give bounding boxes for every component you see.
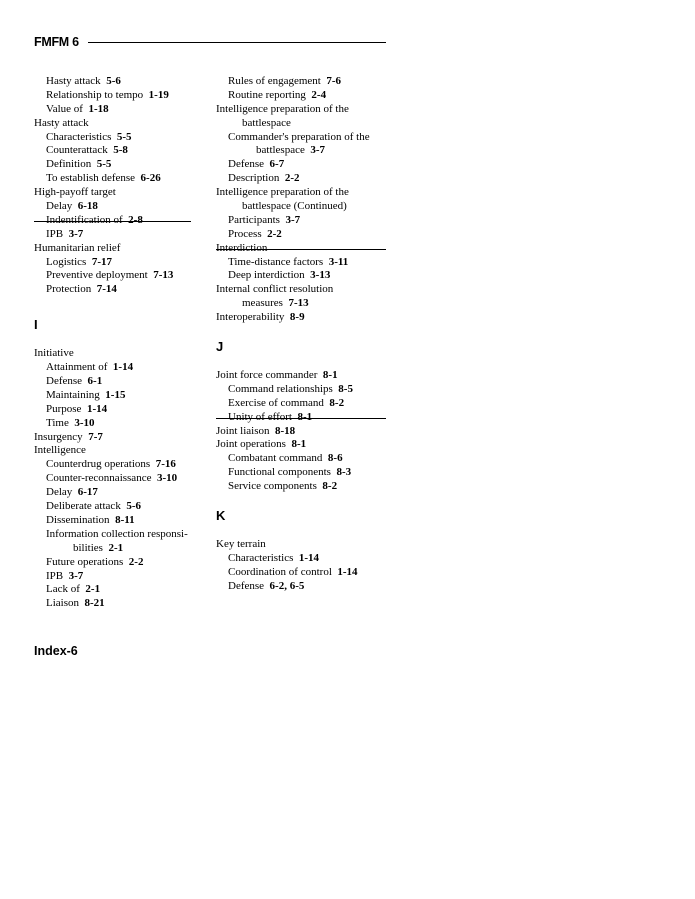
entry-term: bilities (73, 541, 103, 554)
index-subentry (216, 452, 392, 466)
entry-page-ref: 8-18 (274, 424, 296, 437)
entry-term: Exercise of command (228, 396, 324, 409)
entry-term: Commander's preparation of the (228, 130, 370, 143)
index-subentry (34, 228, 210, 242)
entry-term: Characteristics (46, 130, 112, 143)
entry-page-ref: 2-2 (284, 172, 300, 185)
entry-page-ref: 2-1 (108, 541, 124, 554)
index-entry (34, 347, 210, 361)
entry-term: Value of (46, 102, 83, 115)
entry-page-ref: 6-18 (77, 200, 98, 213)
entry-term: Unity of effort (228, 410, 292, 423)
entry-page-ref: 3-10 (156, 472, 178, 485)
section-letter-heading: I (34, 317, 38, 333)
index-subentry (216, 383, 392, 397)
entry-term: Rules of engagement (228, 75, 321, 87)
index-subentry (34, 200, 210, 214)
index-entry (34, 444, 210, 458)
entry-term: Characteristics (228, 551, 294, 564)
entry-term: To establish defense (46, 172, 136, 185)
index-entry (216, 425, 392, 439)
section-spacer (216, 361, 392, 369)
index-subentry (216, 89, 392, 103)
index-subentry (34, 375, 210, 389)
entry-term: Purpose (46, 402, 82, 415)
index-entry (34, 186, 210, 200)
index-subentry (34, 542, 210, 556)
entry-page-ref: 6-7 (269, 158, 285, 171)
entry-page-ref: 8-2 (322, 480, 338, 493)
entry-page-ref: 8-2 (329, 396, 345, 409)
entry-page-ref: 5-8 (113, 144, 128, 157)
entry-term: Counterattack (46, 144, 108, 157)
entry-term: Counterdrug operations (46, 458, 151, 471)
entry-term: Maintaining (46, 388, 100, 401)
entry-page-ref: 8-9 (289, 311, 305, 324)
index-entry (216, 369, 392, 383)
index-entry (34, 117, 210, 131)
index-subentry (34, 103, 210, 117)
index-subentry (34, 75, 210, 89)
entry-page-ref: 3-7 (310, 144, 326, 157)
entry-term: Defense (228, 158, 265, 171)
entry-term: Combatant command (228, 452, 323, 465)
entry-page-ref: 5-6 (126, 500, 141, 513)
entry-term: Counter-reconnaissance (46, 472, 152, 485)
entry-term: Hasty attack (34, 116, 89, 129)
entry-term: Service components (228, 480, 317, 493)
entry-term: Relationship to tempo (46, 88, 144, 101)
index-entry (216, 283, 392, 297)
entry-page-ref: 7-13 (153, 269, 174, 282)
entry-page-ref: 8-1 (291, 438, 307, 451)
index-subentry (34, 131, 210, 145)
entry-page-ref: 1-18 (88, 102, 109, 115)
section-letter-heading: J (216, 339, 224, 355)
entry-term: Deep interdiction (228, 269, 305, 282)
index-subentry (216, 172, 392, 186)
entry-term: Time (46, 416, 69, 429)
index-column-right (216, 75, 392, 594)
entry-term: Protection (46, 283, 92, 296)
entry-page-ref: 2-8 (128, 213, 143, 226)
entry-term: Intelligence preparation of the (216, 186, 349, 199)
entry-page-ref: 5-6 (106, 75, 121, 87)
section-spacer (34, 339, 210, 347)
index-subentry (34, 214, 210, 228)
index-entry (216, 103, 392, 117)
index-subentry (34, 158, 210, 172)
entry-term: Lack of (46, 583, 80, 596)
entry-page-ref: 2-1 (85, 583, 101, 596)
entry-page-ref: 6-26 (140, 172, 161, 185)
index-subentry (34, 89, 210, 103)
entry-page-ref: 8-1 (322, 369, 338, 382)
index-subentry (216, 228, 392, 242)
entry-page-ref: 7-17 (91, 255, 113, 268)
page-header (34, 35, 386, 51)
index-subentry (34, 570, 210, 584)
index-subentry (34, 144, 210, 158)
section-letter-heading: K (216, 508, 226, 524)
index-subentry (216, 397, 392, 411)
index-entry (216, 311, 392, 325)
index-subentry (216, 144, 392, 158)
entry-term: Coordination of control (228, 565, 332, 578)
header-rule (88, 42, 386, 43)
entry-page-ref: 1-15 (105, 388, 126, 401)
entry-term: IPB (46, 569, 64, 582)
index-subentry (34, 417, 210, 431)
entry-page-ref: 8-21 (84, 597, 105, 610)
entry-term: Logistics (46, 255, 87, 268)
entry-page-ref: 3-11 (328, 255, 349, 268)
index-subentry (34, 403, 210, 417)
entry-term: Interdiction (216, 241, 268, 254)
entry-page-ref: 5-5 (116, 130, 132, 143)
entry-page-ref: 7-7 (88, 430, 103, 443)
index-subentry (34, 597, 210, 611)
entry-page-ref: 2-2 (267, 227, 282, 240)
index-subentry (34, 458, 210, 472)
entry-term: Information collection responsi- (46, 527, 188, 540)
entry-term: Dissemination (46, 513, 110, 526)
entry-page-ref: 5-5 (96, 158, 112, 171)
index-subentry (216, 200, 392, 214)
entry-page-ref: 3-7 (285, 213, 301, 226)
page-number: Index-6 (34, 644, 78, 658)
entry-page-ref: 1-14 (298, 551, 320, 564)
entry-term: Defense (46, 375, 83, 388)
entry-page-ref: 7-14 (96, 283, 117, 296)
entry-page-ref: 3-13 (310, 269, 331, 282)
entry-page-ref: 6-2, 6-5 (269, 579, 305, 592)
entry-page-ref: 1-14 (112, 361, 134, 374)
index-subentry (216, 214, 392, 228)
entry-term: Participants (228, 213, 280, 226)
entry-page-ref: 1-19 (148, 88, 169, 101)
index-subentry (216, 256, 392, 270)
entry-term: Joint liaison (216, 424, 270, 437)
index-subentry (34, 528, 210, 542)
index-subentry (216, 297, 392, 311)
entry-term: Definition (46, 158, 92, 171)
index-subentry (34, 486, 210, 500)
index-subentry (216, 466, 392, 480)
entry-page-ref: 7-6 (326, 75, 342, 87)
index-subentry (34, 256, 210, 270)
entry-term: Deliberate attack (46, 500, 121, 513)
entry-term: measures (242, 297, 283, 310)
entry-term: Intelligence (34, 444, 86, 457)
index-subentry (216, 269, 392, 283)
index-entry (216, 438, 392, 452)
entry-page-ref: 8-6 (327, 452, 343, 465)
entry-term: Internal conflict resolution (216, 283, 334, 296)
index-subentry (216, 158, 392, 172)
index-subentry (216, 131, 392, 145)
document-title: FMFM 6 (34, 35, 79, 49)
index-subentry (216, 411, 392, 425)
entry-term: Process (228, 227, 262, 240)
entry-page-ref: 3-10 (74, 416, 95, 429)
entry-page-ref: 8-1 (297, 410, 313, 423)
index-entry (216, 186, 392, 200)
entry-term: Insurgency (34, 430, 83, 443)
index-subentry (34, 269, 210, 283)
entry-page-ref: 8-11 (115, 513, 135, 526)
entry-term: Description (228, 172, 280, 185)
entry-term: Defense (228, 579, 265, 592)
entry-term: battlespace (256, 144, 305, 157)
entry-page-ref: 3-7 (68, 569, 84, 582)
entry-term: Joint operations (216, 438, 286, 451)
entry-page-ref: 7-16 (155, 458, 176, 471)
entry-term: Joint force commander (216, 369, 318, 382)
index-column-left (34, 75, 210, 611)
entry-term: battlespace (Continued) (242, 200, 347, 213)
index-subentry (34, 472, 210, 486)
entry-term: Interoperability (216, 311, 285, 324)
entry-term: Time-distance factors (228, 255, 324, 268)
index-entry (216, 242, 392, 256)
index-subentry (34, 172, 210, 186)
index-subentry (34, 514, 210, 528)
entry-page-ref: 6-1 (87, 375, 103, 388)
entry-page-ref: 1-14 (337, 565, 358, 578)
entry-term: Initiative (34, 347, 74, 360)
entry-term: Preventive deployment (46, 269, 148, 282)
index-subentry (216, 580, 392, 594)
entry-term: Hasty attack (46, 75, 101, 87)
index-subentry (216, 552, 392, 566)
entry-term: battlespace (242, 116, 291, 129)
index-entry (34, 242, 210, 256)
index-subentry (34, 556, 210, 570)
entry-term: Key terrain (216, 538, 266, 551)
entry-page-ref: 8-3 (336, 466, 352, 479)
index-subentry (34, 389, 210, 403)
entry-page-ref: 1-14 (86, 402, 108, 415)
entry-term: Intelligence preparation of the (216, 102, 349, 115)
entry-term: Routine reporting (228, 88, 306, 101)
entry-term: Delay (46, 486, 73, 499)
entry-term: Command relationships (228, 382, 333, 395)
entry-term: Attainment of (46, 361, 108, 374)
index-subentry (34, 361, 210, 375)
index-subentry (216, 75, 392, 89)
index-subentry (34, 283, 210, 297)
index-subentry (34, 500, 210, 514)
entry-page-ref: 7-13 (288, 297, 309, 310)
section-spacer (216, 494, 392, 502)
entry-term: Future operations (46, 555, 124, 568)
entry-term: Humanitarian relief (34, 241, 121, 254)
entry-page-ref: 8-5 (338, 382, 353, 395)
entry-term: Delay (46, 200, 73, 213)
index-subentry (34, 583, 210, 597)
entry-page-ref: 2-2 (128, 555, 144, 568)
entry-page-ref: 2-4 (311, 88, 327, 101)
section-spacer (216, 325, 392, 333)
entry-term: High-payoff target (34, 186, 116, 199)
entry-page-ref: 6-17 (77, 486, 98, 499)
entry-term: Indentification of (46, 213, 123, 226)
index-subentry (216, 480, 392, 494)
index-subentry (216, 117, 392, 131)
section-spacer (34, 297, 210, 311)
entry-term: Functional components (228, 466, 331, 479)
entry-term: Liaison (46, 597, 79, 610)
index-entry (216, 538, 392, 552)
section-spacer (216, 530, 392, 538)
entry-term: IPB (46, 227, 64, 240)
entry-page-ref: 3-7 (68, 227, 84, 240)
index-subentry (216, 566, 392, 580)
index-entry (34, 431, 210, 445)
